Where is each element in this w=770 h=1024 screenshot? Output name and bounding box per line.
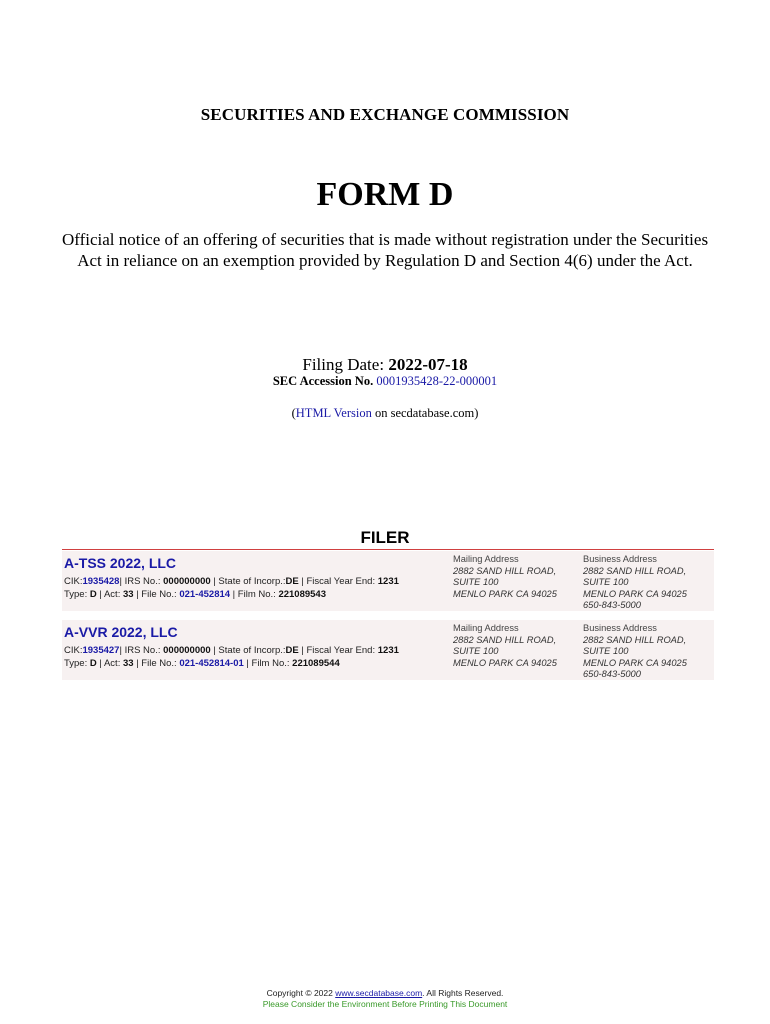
html-version-line [0, 406, 770, 421]
type-value: D [89, 658, 97, 669]
copyright-prefix: Copyright © 2022 [266, 988, 336, 998]
file-label: | File No.: [133, 589, 180, 600]
fy-label: | Fiscal Year End: [298, 576, 378, 587]
html-open-paren: ( [291, 406, 296, 420]
mailing-address [453, 554, 557, 600]
form-title: FORM D [316, 176, 454, 213]
state-label: | State of Incorp.: [210, 576, 286, 587]
irs-value: 000000000 [163, 576, 211, 587]
film-value: 221089543 [278, 589, 326, 600]
act-value: 33 [122, 658, 134, 669]
business-address [583, 623, 687, 681]
fy-value: 1231 [377, 645, 399, 656]
filer-info-line-1 [64, 645, 399, 656]
business-address-header: Business Address [583, 623, 657, 633]
business-line: SUITE 100 [583, 577, 629, 588]
secdatabase-link[interactable]: www.secdatabase.com [335, 988, 423, 998]
filer-heading: FILER [360, 528, 410, 547]
cik-label: CIK: [64, 576, 83, 587]
filer-info-line-2 [64, 658, 340, 669]
act-value: 33 [122, 589, 134, 600]
type-label: Type: [64, 658, 90, 669]
mailing-line: MENLO PARK CA 94025 [453, 588, 557, 599]
accession-number [0, 374, 770, 389]
type-value: D [89, 589, 97, 600]
mailing-line: 2882 SAND HILL ROAD, [453, 565, 557, 576]
fy-value: 1231 [377, 576, 399, 587]
mailing-line: 2882 SAND HILL ROAD, [453, 634, 557, 645]
environment-note: Please Consider the Environment Before Printing This Document [262, 999, 508, 1009]
filer-block [62, 620, 714, 680]
filer-name-link[interactable]: A-VVR 2022, LLC [64, 624, 178, 640]
business-line: 2882 SAND HILL ROAD, [583, 634, 687, 645]
mailing-address-header: Mailing Address [453, 554, 519, 564]
act-label: | Act: [96, 589, 123, 600]
file-no-link[interactable]: 021-452814 [179, 589, 231, 600]
mailing-address-header: Mailing Address [453, 623, 519, 633]
business-phone: 650-843-5000 [583, 600, 641, 611]
business-address-header: Business Address [583, 554, 657, 564]
irs-label: | IRS No.: [119, 645, 164, 656]
business-line: MENLO PARK CA 94025 [583, 588, 687, 599]
business-line: SUITE 100 [583, 646, 629, 657]
filer-divider [62, 549, 714, 550]
business-line: MENLO PARK CA 94025 [583, 657, 687, 668]
mailing-line: SUITE 100 [453, 577, 499, 588]
film-label: | Film No.: [230, 589, 279, 600]
agency-title: SECURITIES AND EXCHANGE COMMISSION [200, 105, 570, 124]
file-label: | File No.: [133, 658, 180, 669]
accession-link[interactable]: 0001935428-22-000001 [376, 374, 498, 388]
html-version-link[interactable]: HTML Version [295, 406, 372, 420]
filer-info-line-2 [64, 589, 326, 600]
mailing-line: SUITE 100 [453, 646, 499, 657]
state-value: DE [285, 576, 299, 587]
filing-date-label: Filing Date: [302, 355, 385, 374]
film-label: | Film No.: [243, 658, 293, 669]
state-label: | State of Incorp.: [210, 645, 286, 656]
state-value: DE [285, 645, 299, 656]
business-phone: 650-843-5000 [583, 669, 641, 680]
html-version-suffix: on secdatabase.com) [371, 406, 479, 420]
file-no-link[interactable]: 021-452814-01 [179, 658, 244, 669]
filer-name-link[interactable]: A-TSS 2022, LLC [64, 555, 177, 571]
filer-block [62, 551, 714, 611]
cik-link[interactable]: 1935427 [82, 645, 120, 656]
filer-info-line-1 [64, 576, 399, 587]
act-label: | Act: [96, 658, 123, 669]
copyright-suffix: . All Rights Reserved. [422, 988, 504, 998]
form-description: Official notice of an offering of securities that is made without registration under the Securities Act in reliance on an exemption provided by Regulation D and Section 4(6) under the Act. [61, 230, 709, 270]
type-label: Type: [64, 589, 90, 600]
cik-label: CIK: [64, 645, 83, 656]
copyright [0, 988, 770, 998]
mailing-line: MENLO PARK CA 94025 [453, 657, 557, 668]
filing-date-value: 2022-07-18 [388, 355, 468, 374]
business-line: 2882 SAND HILL ROAD, [583, 565, 687, 576]
business-address [583, 554, 687, 612]
irs-value: 000000000 [163, 645, 211, 656]
cik-link[interactable]: 1935428 [82, 576, 120, 587]
accession-label: SEC Accession No. [272, 374, 374, 388]
irs-label: | IRS No.: [119, 576, 164, 587]
fy-label: | Fiscal Year End: [298, 645, 378, 656]
filing-date [0, 355, 770, 375]
film-value: 221089544 [292, 658, 340, 669]
mailing-address [453, 623, 557, 669]
